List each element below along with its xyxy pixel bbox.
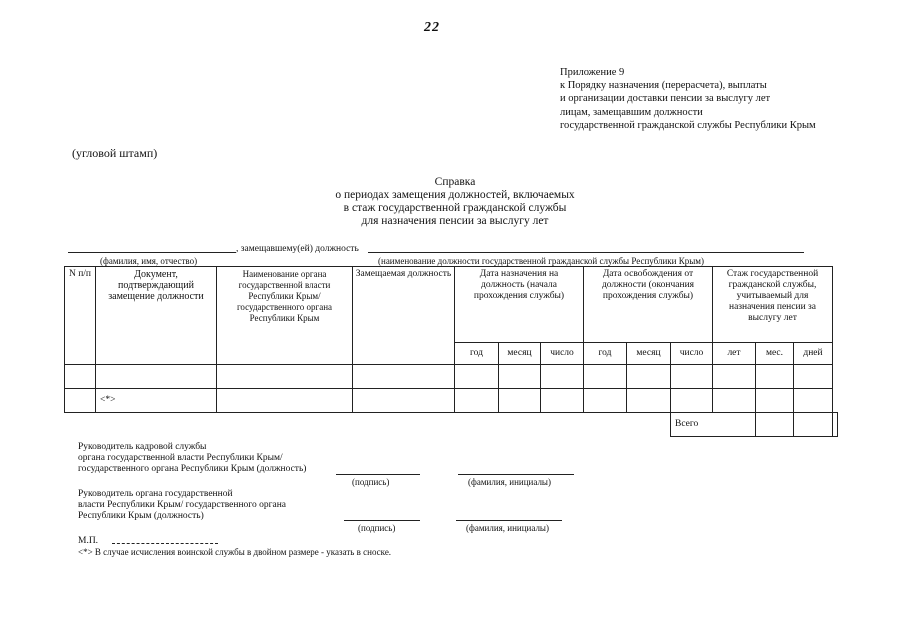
subheader-month: месяц [627,343,671,365]
subheader-day: число [671,343,713,365]
appendix-block [560,66,816,132]
table-header-row [65,267,838,343]
header-organ: Наименование органа государственной власти Республики Крым/государственного органа Республики Крым [217,267,353,365]
signature-caption: (подпись) [352,477,390,487]
appendix-line: Приложение 9 [560,67,625,78]
title-line: о периодах замещения должностей, включаемых [335,189,575,201]
service-periods-table [64,266,838,437]
title-line: Справка [434,176,476,188]
seal-label: М.П. [78,536,99,546]
hr-head-line: органа государственной власти Республики Крым/ [78,453,283,463]
subheader-years: лет [713,343,756,365]
header-tenure: Стаж государственной гражданской службы, учитываемый для назначения пенсии за выслугу лет [713,267,833,343]
appendix-line: к Порядку назначения (перерасчета), выплаты [560,80,767,92]
document-title [250,176,660,228]
header-document: Документ, подтверждающий замещение должности [96,267,217,365]
subheader-day: число [541,343,584,365]
organ-head-line: Республики Крым (должность) [78,511,204,521]
signature-line [336,474,420,475]
subheader-months: мес. [756,343,794,365]
subheader-month: месяц [499,343,541,365]
appendix-line: государственной гражданской службы Республики Крым [560,119,816,131]
person-position-label: , замещавшему(ей) должность [236,244,359,254]
name-caption: (фамилия, инициалы) [468,477,551,487]
signature-line [344,520,420,521]
header-end-date: Дата освобождения от должности (окончания прохождения службы) [584,267,713,343]
subheader-year: год [584,343,627,365]
table-row [65,365,838,389]
person-name-caption: (фамилия, имя, отчество) [100,256,198,266]
total-label: Всего [671,413,756,437]
position-name-line [368,252,804,253]
name-caption: (фамилия, инициалы) [466,523,549,533]
title-line: в стаж государственной гражданской службы [343,202,567,214]
corner-stamp-label: (угловой штамп) [72,146,158,160]
person-name-line [68,252,236,253]
header-start-date: Дата назначения на должность (начала прохождения службы) [455,267,584,343]
name-line [456,520,562,521]
hr-head-line: государственного органа Республики Крым (должность) [78,464,307,474]
hr-head-signature-block [78,442,306,475]
signature-caption: (подпись) [358,523,396,533]
footnote-text: <*> В случае исчисления воинской службы в двойном размере - указать в сноске. [78,547,392,557]
organ-head-line: Руководитель органа государственной [78,489,233,499]
appendix-line: лицам, замещавшим должности [560,106,703,118]
total-row [65,413,838,437]
hr-head-line: Руководитель кадровой службы [78,442,207,452]
footnote-marker-cell: <*> [96,389,217,413]
title-line: для назначения пенсии за выслугу лет [361,215,549,227]
organ-head-line: власти Республики Крым/ государственного органа [78,500,286,510]
appendix-line: и организации доставки пенсии за выслугу лет [560,93,771,105]
seal-line [112,543,218,544]
header-position: Замещаемая должность [353,267,455,365]
page-number: 22 [424,20,440,35]
position-name-caption: (наименование должности государственной гражданской службы Республики Крым) [378,256,704,266]
header-number: N п/п [65,267,96,365]
table-row [65,389,838,413]
name-line [458,474,574,475]
subheader-year: год [455,343,499,365]
subheader-days: дней [794,343,833,365]
organ-head-signature-block [78,489,286,522]
